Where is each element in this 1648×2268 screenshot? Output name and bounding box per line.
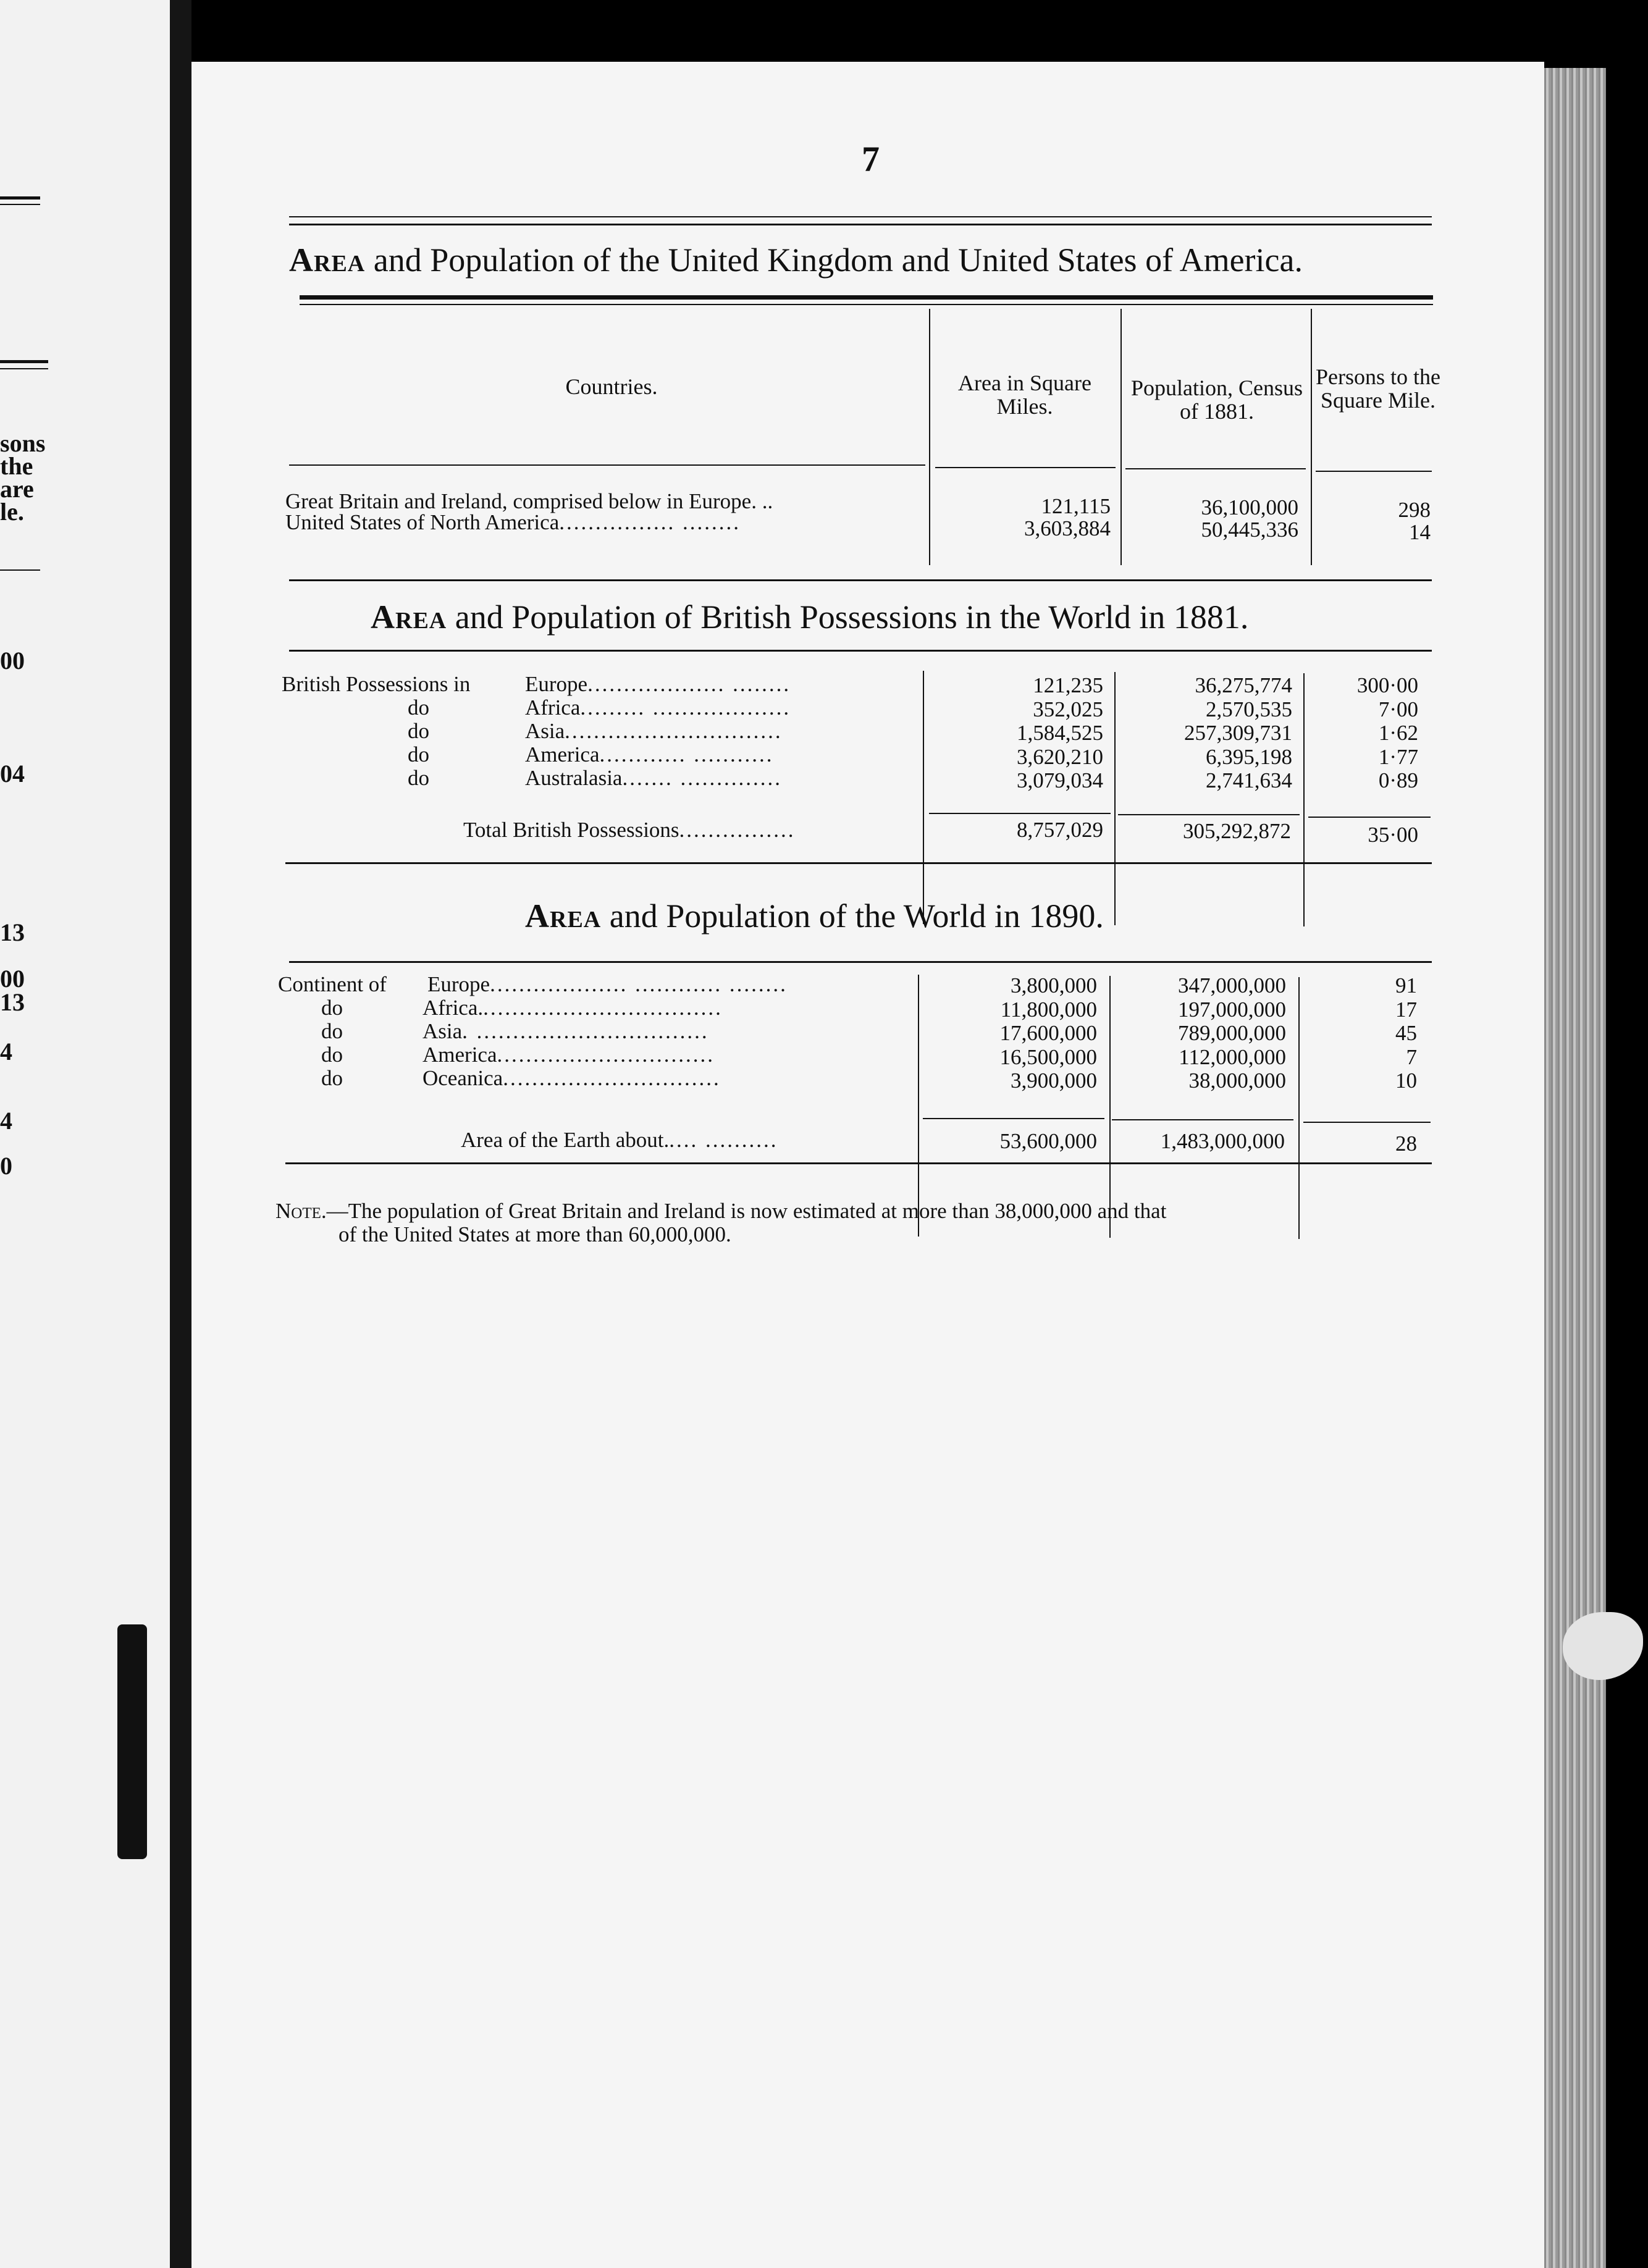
header-persons: Persons to the Square Mile. <box>1316 364 1440 413</box>
note-line-2: of the United States at more than 60,000,000. <box>338 1222 731 1246</box>
book-gutter <box>170 0 191 2268</box>
dot-leader: . ................................ <box>462 1019 709 1043</box>
region-label: Europe <box>525 672 588 696</box>
table3-row-population: 347,000,000 <box>1178 973 1286 998</box>
table3-row-prefix: do <box>321 1043 343 1067</box>
table3-row-population: 38,000,000 <box>1188 1069 1286 1093</box>
total-rule <box>1308 817 1431 818</box>
table3-top-rule <box>289 961 1432 963</box>
table3-row-area: 3,900,000 <box>1011 1069 1097 1093</box>
table2-row-region <box>525 767 782 789</box>
table2-row-prefix: do <box>408 742 429 766</box>
left-fragment: 13 <box>0 988 25 1016</box>
previous-page-edge <box>0 0 170 2268</box>
table3-bottom-rule <box>285 1162 1432 1164</box>
table3-row-persons: 10 <box>1395 1069 1417 1093</box>
total-label: Area of the Earth about. <box>461 1128 670 1152</box>
top-rule <box>289 224 1432 225</box>
table2-row-prefix: do <box>408 766 429 790</box>
table1-row-population: 50,445,336 <box>1201 518 1298 542</box>
table2-row-population: 2,741,634 <box>1206 768 1292 793</box>
table2-title-lead: Area <box>371 598 447 636</box>
left-fragment: 13 <box>0 918 25 946</box>
header-rule <box>289 464 925 466</box>
table1-bottom-rule <box>289 579 1432 581</box>
dot-leader: .............................. <box>565 719 783 743</box>
dot-leader: ................ <box>679 818 796 842</box>
table2-title <box>371 598 1248 636</box>
note-line-1 <box>275 1199 1166 1224</box>
table2-row-prefix: do <box>408 695 429 720</box>
dot-leader: ............ ........... <box>599 742 774 766</box>
table1-top-rule <box>300 295 1433 300</box>
region-label: Europe <box>427 972 490 996</box>
table3-row-region <box>423 997 723 1018</box>
table1-row-persons: 14 <box>1409 520 1431 544</box>
column-divider <box>929 309 930 565</box>
row-label: United States of North America <box>285 510 560 534</box>
table2-top-rule <box>289 650 1432 652</box>
table2-row-prefix: do <box>408 719 429 743</box>
table2-total-persons: 35·00 <box>1368 823 1418 847</box>
table3-total-area: 53,600,000 <box>999 1129 1097 1153</box>
total-rule <box>929 813 1111 814</box>
table2-row-persons: 0·89 <box>1378 768 1418 793</box>
column-divider <box>923 671 924 924</box>
table3-row-area: 17,600,000 <box>999 1021 1097 1046</box>
region-label: Africa <box>525 695 581 720</box>
left-fragment: 00 <box>0 647 25 674</box>
table2-row-persons: 300·00 <box>1356 673 1418 697</box>
dot-leader: .... .......... <box>669 1128 778 1152</box>
table1-row-population: 36,100,000 <box>1201 495 1298 519</box>
left-fragment: le. <box>0 498 24 526</box>
region-label: Asia <box>525 719 565 743</box>
column-divider <box>1120 309 1122 565</box>
table2-row-region <box>525 697 791 718</box>
top-rule <box>289 216 1432 217</box>
table3-row-region <box>423 1044 715 1065</box>
header-rule <box>935 467 1116 468</box>
table1-row-name <box>285 511 741 533</box>
table2-row-region <box>525 720 783 742</box>
table2-row-area: 3,620,210 <box>1017 744 1103 769</box>
table2-bottom-rule <box>285 862 1432 864</box>
page-edge <box>1544 68 1606 2268</box>
total-rule <box>1112 1119 1293 1120</box>
table1-title <box>289 241 1303 279</box>
dot-leader: .............................. <box>503 1066 721 1090</box>
table3-row-persons: 7 <box>1406 1044 1417 1069</box>
table1-row-area: 3,603,884 <box>1024 516 1111 540</box>
table3-row-population: 789,000,000 <box>1178 1021 1286 1046</box>
table2-row-area: 3,079,034 <box>1017 768 1103 793</box>
table2-row-region <box>525 673 791 695</box>
dot-leader: ................ ........ <box>559 510 741 534</box>
table2-row-population: 257,309,731 <box>1184 721 1292 746</box>
header-countries: Countries. <box>565 374 658 399</box>
table2-row-area: 352,025 <box>1033 697 1103 721</box>
table3-row-region <box>427 973 788 995</box>
table3-row-region <box>423 1020 709 1042</box>
left-rule <box>0 368 48 369</box>
table2-total-area: 8,757,029 <box>1017 818 1103 842</box>
region-label: Africa. <box>423 996 484 1020</box>
table2-row-population: 6,395,198 <box>1206 744 1292 769</box>
left-fragment: 4 <box>0 1038 12 1065</box>
column-divider <box>1114 672 1116 925</box>
table3-row-prefix: Continent of <box>278 972 387 996</box>
table2-row-persons: 1·77 <box>1378 744 1418 769</box>
table3-title <box>525 897 1104 935</box>
dot-leader: ................... ............ ........ <box>490 972 788 996</box>
left-fragment: sons <box>0 429 46 457</box>
scan-border <box>1606 0 1648 2268</box>
dot-leader: .............................. <box>497 1043 715 1067</box>
header-rule <box>1125 468 1306 469</box>
header-population: Population, Census of 1881. <box>1130 376 1303 424</box>
column-divider <box>1303 673 1305 926</box>
dot-leader: ................... ........ <box>587 672 791 696</box>
left-rule <box>0 204 40 205</box>
table2-row-prefix: British Possessions in <box>282 672 471 696</box>
column-divider <box>1311 309 1312 565</box>
left-rule <box>0 196 40 200</box>
table3-row-prefix: do <box>321 996 343 1020</box>
table3-title-lead: Area <box>525 897 602 934</box>
table2-total-population: 305,292,872 <box>1183 819 1291 843</box>
table3-row-area: 3,800,000 <box>1011 973 1097 998</box>
table3-row-area: 11,800,000 <box>1000 997 1097 1022</box>
column-divider <box>918 975 919 1237</box>
left-fragment: 00 <box>0 965 25 993</box>
dot-leader: ................................. <box>483 996 723 1020</box>
left-fragment: 04 <box>0 760 25 788</box>
table1-row-area: 121,115 <box>1041 494 1111 518</box>
left-fragment: 0 <box>0 1152 12 1180</box>
table2-row-region <box>525 744 773 765</box>
total-rule <box>923 1118 1104 1119</box>
table2-row-persons: 7·00 <box>1378 697 1418 721</box>
table2-title-rest: and Population of British Possessions in the World in 1881. <box>447 598 1249 636</box>
table1-row-persons: 298 <box>1398 498 1431 522</box>
column-divider <box>1298 977 1300 1239</box>
table1-title-rest: and Population of the United Kingdom and United States of America. <box>365 242 1303 279</box>
region-label: Oceanica <box>423 1066 503 1090</box>
region-label: America <box>423 1043 497 1067</box>
document-page <box>191 62 1544 2268</box>
table2-row-population: 36,275,774 <box>1195 673 1292 697</box>
total-rule <box>1118 814 1300 815</box>
table3-title-rest: and Population of the World in 1890. <box>601 897 1104 934</box>
dot-leader: ......... ................... <box>580 695 791 720</box>
table1-title-lead: Area <box>289 242 366 279</box>
table1-top-rule <box>300 304 1433 305</box>
region-label: America <box>525 742 600 766</box>
table3-row-persons: 17 <box>1395 997 1417 1022</box>
left-fragment: 4 <box>0 1107 12 1135</box>
table3-row-prefix: do <box>321 1066 343 1090</box>
left-fragment: are <box>0 475 34 503</box>
table3-row-region <box>423 1067 721 1089</box>
header-rule <box>1316 471 1432 472</box>
table3-total-population: 1,483,000,000 <box>1160 1129 1285 1153</box>
region-label: Asia <box>423 1019 463 1043</box>
table3-row-persons: 91 <box>1395 973 1417 998</box>
header-area: Area in Square Miles. <box>958 371 1091 419</box>
binding-tab <box>117 1624 147 1859</box>
table3-row-prefix: do <box>321 1019 343 1043</box>
left-rule <box>0 360 48 363</box>
note-text: —The population of Great Britain and Ireland is now estimated at more than 38,000,000 and that <box>326 1199 1167 1223</box>
total-rule <box>1303 1122 1431 1123</box>
table2-row-population: 2,570,535 <box>1206 697 1292 721</box>
note-lead: Note. <box>275 1199 327 1223</box>
left-rule <box>0 569 40 571</box>
left-fragment: the <box>0 452 33 480</box>
table2-row-area: 1,584,525 <box>1017 721 1103 746</box>
region-label: Australasia <box>525 766 623 790</box>
table3-total-persons: 28 <box>1395 1132 1417 1156</box>
table1-row-name: Great Britain and Ireland, comprised below in Europe. .. <box>285 489 773 513</box>
table3-row-population: 197,000,000 <box>1178 997 1286 1022</box>
dot-leader: ....... .............. <box>622 766 782 790</box>
table2-total-label <box>463 819 796 841</box>
table3-row-persons: 45 <box>1395 1021 1417 1046</box>
total-label: Total British Possessions <box>463 818 679 842</box>
table2-row-persons: 1·62 <box>1378 721 1418 746</box>
page-number: 7 <box>862 139 880 179</box>
table3-row-area: 16,500,000 <box>999 1044 1097 1069</box>
table3-total-label <box>461 1129 778 1151</box>
table3-row-population: 112,000,000 <box>1179 1044 1286 1069</box>
table2-row-area: 121,235 <box>1033 673 1103 697</box>
